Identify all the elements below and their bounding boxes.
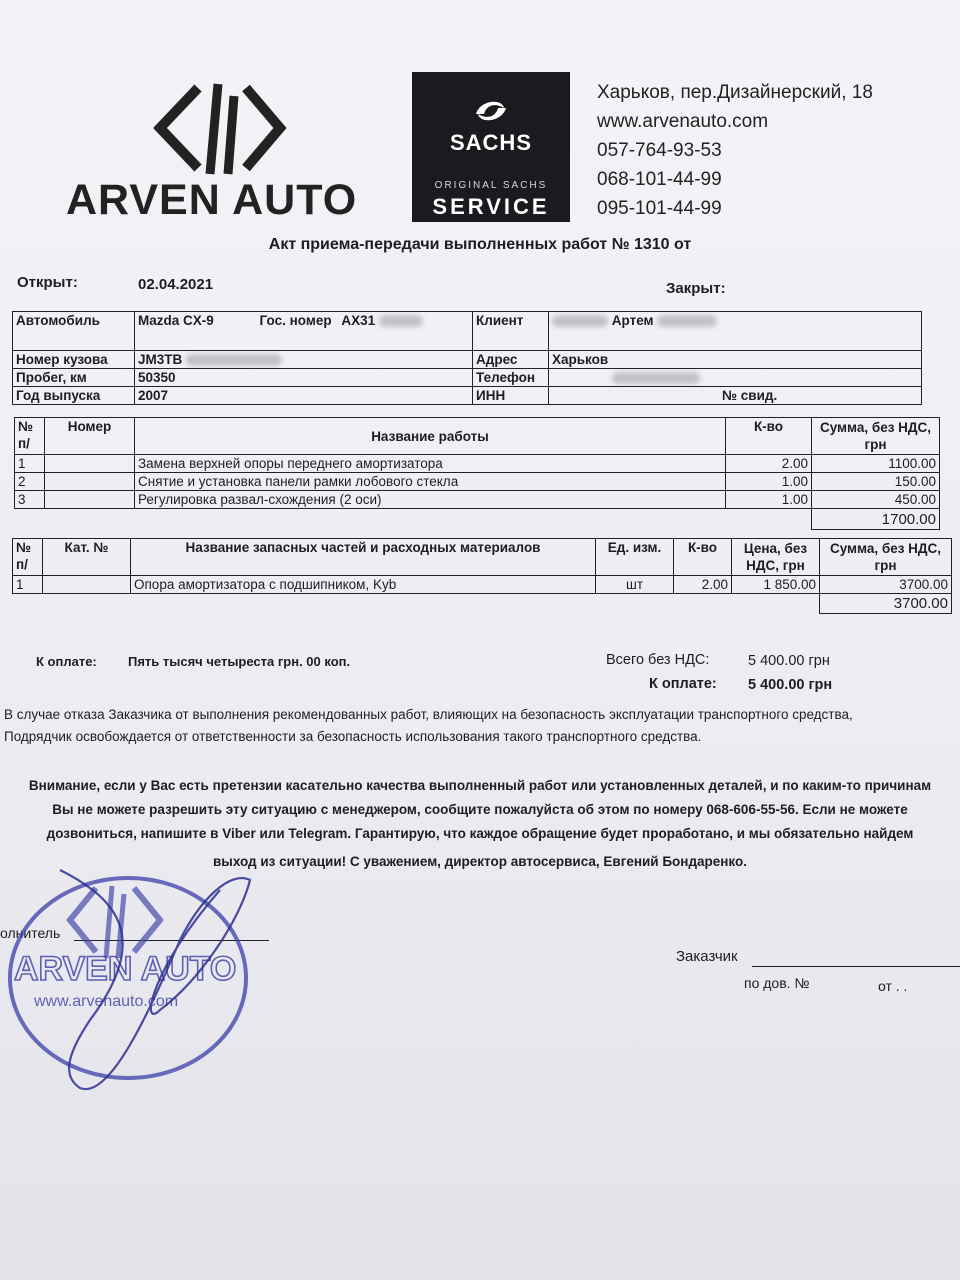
works-row-qty: 1.00 (726, 491, 812, 509)
stamp-url: www.arvenauto.com (34, 993, 179, 1010)
company-phone-1: 057-764-93-53 (597, 140, 722, 161)
body-redaction (186, 354, 282, 366)
parts-header-cat: Кат. № (43, 539, 131, 576)
parts-row-name: Опора амортизатора с подшипником, Kyb (131, 576, 596, 594)
works-row-sum: 150.00 (812, 473, 940, 491)
works-row-code (45, 473, 135, 491)
parts-header-unit: Ед. изм. (596, 539, 674, 576)
sachs-logo-text: SACHS (449, 130, 532, 155)
sachs-logo (412, 72, 570, 222)
sachs-swirl-icon (470, 94, 512, 128)
works-total-spacer (15, 509, 812, 530)
table-row (15, 491, 940, 509)
power-of-attorney-date: от . . (878, 978, 908, 994)
to-pay-value: 5 400.00 грн (748, 677, 833, 693)
to-pay-label-2: К оплате: (649, 676, 717, 692)
phone-label: Телефон (473, 369, 549, 387)
table-row (15, 473, 940, 491)
sachs-logo-subtext: ORIGINAL SACHS (434, 180, 548, 191)
car-label: Автомобиль (13, 312, 135, 351)
company-phone-2: 068-101-44-99 (597, 169, 722, 190)
warning-line-4: выход из ситуации! С уважением, директор автосервиса, Евгений Бондаренко. (212, 854, 748, 869)
parts-total: 3700.00 (820, 594, 952, 614)
opened-label: Открыт: (17, 274, 78, 291)
parts-header-name: Название запасных частей и расходных материалов (131, 539, 596, 576)
car-cell (135, 312, 473, 351)
arven-logo-text: ARVEN AUTO (66, 176, 358, 224)
parts-total-spacer (13, 594, 820, 614)
year-value: 2007 (135, 387, 473, 405)
document-title: Акт приема-передачи выполненных работ № 1310 от (268, 236, 692, 253)
vehicle-client-table (12, 311, 922, 405)
works-row-name: Регулировка развал-схождения (2 оси) (135, 491, 726, 509)
parts-row-price: 1 850.00 (732, 576, 820, 594)
table-row (15, 455, 940, 473)
works-header-sum: Сумма, без НДС, грн (812, 418, 940, 455)
client-label: Клиент (473, 312, 549, 351)
body-value: JM3TB (138, 352, 183, 367)
works-row-num: 2 (15, 473, 45, 491)
works-total: 1700.00 (812, 509, 940, 530)
company-address: Харьков, пер.Дизайнерский, 18 (597, 82, 873, 103)
works-row-sum: 450.00 (812, 491, 940, 509)
warning-line-3: дозвониться, напишите в Viber или Telegram. Гарантирую, что каждое обращение будет проработано, и мы обязательно найдем (46, 826, 914, 841)
works-row-num: 3 (15, 491, 45, 509)
phone-redaction (612, 372, 700, 384)
inn-label: ИНН (473, 387, 549, 405)
parts-row-qty: 2.00 (674, 576, 732, 594)
parts-row-num: 1 (13, 576, 43, 594)
client-value: Артем (611, 313, 654, 328)
warning-line-1: Внимание, если у Вас есть претензии касательно качества выполненный работ или установленных деталей, и по каким-то причинам (28, 778, 932, 793)
mileage-value: 50350 (135, 369, 473, 387)
warning-line-2: Вы не можете разрешить эту ситуацию с менеджером, сообщите пожалуйста об этом по номеру 068-606-55-56. Если не можете (52, 802, 908, 817)
parts-header-qty: К-во (674, 539, 732, 576)
company-phone-3: 095-101-44-99 (597, 198, 722, 219)
notice-line-1: В случае отказа Заказчика от выполнения рекомендованных работ, влияющих на безопасность эксплуатации транспортного средства, (4, 707, 853, 722)
parts-header-price: Цена, без НДС, грн (732, 539, 820, 576)
table-row (13, 576, 952, 594)
company-website: www.arvenauto.com (597, 111, 769, 132)
to-pay-words: Пять тысяч четыреста грн. 00 коп. (128, 654, 351, 669)
executor-label: олнитель (0, 925, 61, 941)
plate-label: Гос. номер (259, 313, 332, 328)
notice-line-2: Подрядчик освобождается от ответственности за безопасность использования такого транспортного средства. (4, 729, 702, 744)
closed-label: Закрыт: (666, 280, 726, 297)
works-row-qty: 2.00 (726, 455, 812, 473)
parts-header-sum: Сумма, без НДС, грн (820, 539, 952, 576)
works-row-name: Снятие и установка панели рамки лобового стекла (135, 473, 726, 491)
total-no-vat-label: Всего без НДС: (606, 652, 710, 668)
car-value: Mazda CX-9 (138, 313, 214, 328)
client-patronymic-redaction (657, 315, 717, 327)
body-cell (135, 351, 473, 369)
to-pay-label: К оплате: (36, 654, 97, 669)
arven-logo-mark (150, 78, 290, 178)
parts-row-unit: шт (596, 576, 674, 594)
phone-cell (549, 369, 922, 387)
works-row-code (45, 455, 135, 473)
works-header-name: Название работы (135, 418, 726, 455)
total-no-vat-value: 5 400.00 грн (748, 653, 830, 669)
client-surname-redaction (552, 315, 608, 327)
power-of-attorney-label: по дов. № (744, 975, 810, 991)
works-header-code: Номер (45, 418, 135, 455)
cert-cell (549, 387, 922, 405)
works-row-name: Замена верхней опоры переднего амортизатора (135, 455, 726, 473)
address-value: Харьков (549, 351, 922, 369)
client-cell (549, 312, 922, 351)
parts-row-sum: 3700.00 (820, 576, 952, 594)
works-row-code (45, 491, 135, 509)
parts-row-cat (43, 576, 131, 594)
body-label: Номер кузова (13, 351, 135, 369)
stamp-text: ARVEN AUTO (14, 950, 237, 988)
address-label: Адрес (473, 351, 549, 369)
parts-header-num: № п/ (13, 539, 43, 576)
plate-value: AX31 (341, 313, 376, 328)
works-row-qty: 1.00 (726, 473, 812, 491)
customer-label: Заказчик (676, 948, 738, 965)
works-header-qty: К-во (726, 418, 812, 455)
plate-redaction (379, 315, 423, 327)
cert-label: № свид. (722, 388, 778, 403)
parts-table (12, 538, 952, 614)
opened-date: 02.04.2021 (138, 276, 214, 293)
works-table (14, 417, 940, 530)
works-row-sum: 1100.00 (812, 455, 940, 473)
works-row-num: 1 (15, 455, 45, 473)
year-label: Год выпуска (13, 387, 135, 405)
sachs-service-text: SERVICE (432, 194, 550, 219)
customer-signature-line (752, 966, 960, 967)
mileage-label: Пробег, км (13, 369, 135, 387)
company-stamp (0, 860, 300, 1100)
works-header-num: № п/ (15, 418, 45, 455)
